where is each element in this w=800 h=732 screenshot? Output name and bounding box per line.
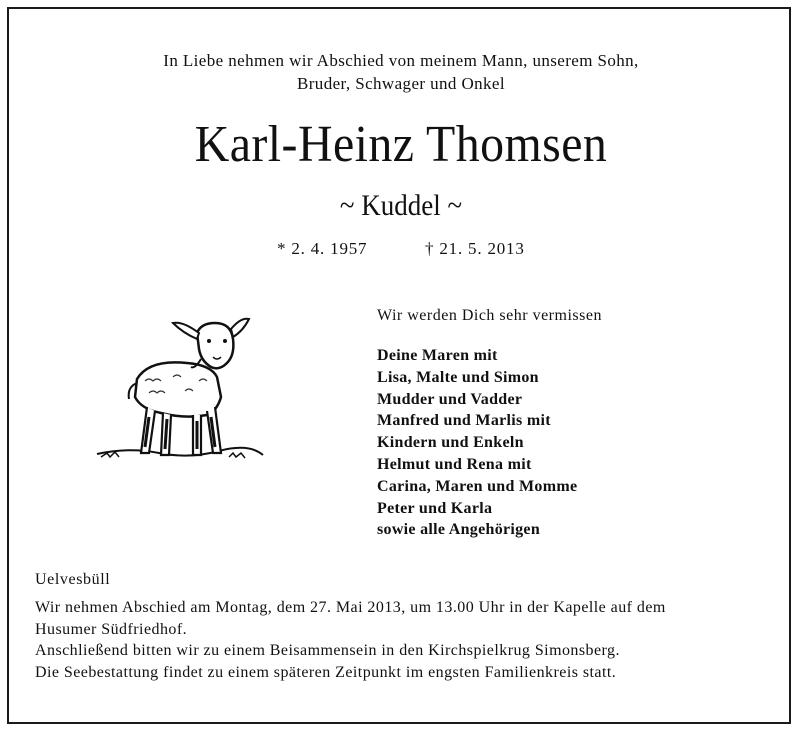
ceremony-details — [35, 597, 785, 683]
mourner-line: Mudder und Vadder — [377, 390, 523, 408]
mourner-line: Lisa, Malte und Simon — [377, 368, 539, 386]
mourner-line: Kindern und Enkeln — [377, 434, 524, 452]
ceremony-line: Anschließend bitten wir zu einem Beisammensein in den Kirchspielkrug Simonsberg. — [35, 642, 620, 659]
deceased-name: Karl-Heinz Thomsen — [194, 116, 608, 173]
mourner-line: Carina, Maren und Momme — [377, 477, 578, 495]
farewell-message: Wir werden Dich sehr vermissen — [377, 307, 602, 324]
mourner-line: Helmut und Rena mit — [377, 455, 532, 473]
mourner-line: Deine Maren mit — [377, 347, 498, 364]
mourner-line: Peter und Karla — [377, 499, 493, 517]
lamb-illustration — [89, 307, 269, 487]
ceremony-line: Husumer Südfriedhof. — [35, 620, 188, 638]
mourner-line: Manfred und Marlis mit — [377, 412, 551, 430]
place-name: Uelvesbüll — [35, 571, 111, 588]
intro-line-1: In Liebe nehmen wir Abschied von meinem Mann, unserem Sohn, — [163, 51, 639, 70]
mourners-list — [377, 345, 577, 541]
birth-date: * 2. 4. 1957 — [277, 239, 368, 258]
deceased-nickname: ~ Kuddel ~ — [339, 189, 463, 222]
obituary-notice — [7, 7, 791, 724]
mourner-line: sowie alle Angehörigen — [377, 521, 541, 539]
intro-line-2: Bruder, Schwager und Onkel — [297, 74, 505, 93]
death-date: † 21. 5. 2013 — [425, 239, 525, 258]
ceremony-line: Wir nehmen Abschied am Montag, dem 27. Mai 2013, um 13.00 Uhr in der Kapelle auf dem — [35, 599, 666, 616]
ceremony-line: Die Seebestattung findet zu einem späteren Zeitpunkt im engsten Familienkreis statt. — [35, 663, 617, 681]
